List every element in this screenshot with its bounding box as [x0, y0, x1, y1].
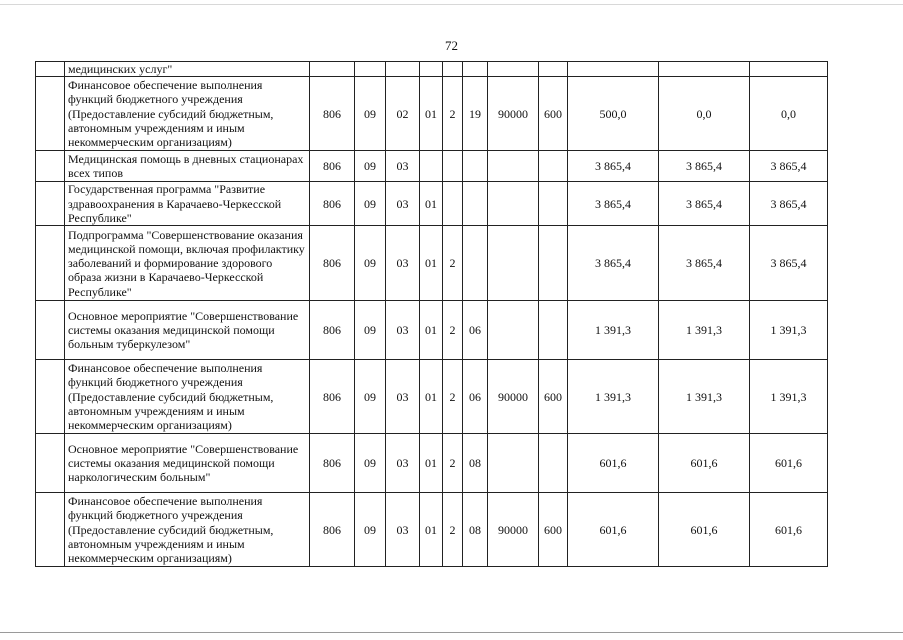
cell-subprogram-code: 2	[443, 493, 463, 567]
budget-table	[35, 61, 828, 567]
cell-event-code	[463, 182, 488, 226]
cell-amount-2: 3 865,4	[659, 182, 750, 226]
cell-section-code: 09	[355, 182, 386, 226]
cell-admin-code: 806	[310, 226, 355, 301]
cell-amount-1: 500,0	[568, 77, 659, 151]
cell-event-code	[463, 226, 488, 301]
row-blank-cell	[36, 151, 65, 182]
row-blank-cell	[36, 182, 65, 226]
cell-amount-2: 601,6	[659, 434, 750, 493]
cell-subprogram-code: 2	[443, 434, 463, 493]
cell-event-code	[463, 62, 488, 77]
cell-amount-1: 3 865,4	[568, 226, 659, 301]
cell-amount-3: 3 865,4	[750, 182, 828, 226]
cell-subsection-code: 03	[386, 226, 420, 301]
cell-admin-code: 806	[310, 301, 355, 360]
cell-amount-1: 3 865,4	[568, 182, 659, 226]
cell-event-code	[463, 151, 488, 182]
cell-amount-2: 601,6	[659, 493, 750, 567]
cell-admin-code: 806	[310, 434, 355, 493]
table-row	[36, 301, 828, 360]
cell-admin-code: 806	[310, 182, 355, 226]
cell-subprogram-code: 2	[443, 77, 463, 151]
cell-expense-type-code	[539, 434, 568, 493]
cell-amount-3	[750, 62, 828, 77]
cell-direction-code: 90000	[488, 360, 539, 434]
cell-amount-2: 1 391,3	[659, 360, 750, 434]
cell-expense-type-code: 600	[539, 360, 568, 434]
cell-expense-type-code	[539, 182, 568, 226]
scan-top-edge	[0, 4, 903, 5]
cell-expense-type-code	[539, 226, 568, 301]
row-blank-cell	[36, 360, 65, 434]
cell-amount-1: 1 391,3	[568, 301, 659, 360]
cell-program-code: 01	[420, 226, 443, 301]
table-row	[36, 360, 828, 434]
row-name-cell: Финансовое обеспечение выполнения функций бюджетного учреждения (Предоставление субсидий бюджетным, автономным учреждениям и иным некоммерческим организациям)	[65, 77, 310, 151]
cell-amount-2: 1 391,3	[659, 301, 750, 360]
cell-section-code: 09	[355, 493, 386, 567]
cell-amount-1	[568, 62, 659, 77]
cell-amount-3: 601,6	[750, 434, 828, 493]
cell-amount-3: 1 391,3	[750, 301, 828, 360]
cell-program-code	[420, 62, 443, 77]
cell-admin-code: 806	[310, 151, 355, 182]
cell-subsection-code: 03	[386, 182, 420, 226]
row-blank-cell	[36, 493, 65, 567]
cell-program-code: 01	[420, 360, 443, 434]
table-row	[36, 493, 828, 567]
cell-amount-2: 0,0	[659, 77, 750, 151]
cell-event-code: 19	[463, 77, 488, 151]
cell-subprogram-code	[443, 62, 463, 77]
cell-section-code: 09	[355, 360, 386, 434]
cell-program-code: 01	[420, 301, 443, 360]
cell-subsection-code: 03	[386, 434, 420, 493]
cell-subprogram-code: 2	[443, 360, 463, 434]
cell-admin-code: 806	[310, 360, 355, 434]
cell-program-code: 01	[420, 434, 443, 493]
table-row	[36, 434, 828, 493]
cell-direction-code	[488, 151, 539, 182]
cell-section-code: 09	[355, 151, 386, 182]
cell-program-code: 01	[420, 77, 443, 151]
cell-section-code: 09	[355, 301, 386, 360]
cell-subsection-code: 03	[386, 151, 420, 182]
cell-expense-type-code	[539, 301, 568, 360]
row-name-cell: Финансовое обеспечение выполнения функций бюджетного учреждения (Предоставление субсидий бюджетным, автономным учреждениям и иным некоммерческим организациям)	[65, 493, 310, 567]
row-name-cell: Медицинская помощь в дневных стационарах всех типов	[65, 151, 310, 182]
cell-subsection-code	[386, 62, 420, 77]
row-name-cell: Государственная программа "Развитие здравоохранения в Карачаево-Черкесской Республике"	[65, 182, 310, 226]
cell-subprogram-code: 2	[443, 301, 463, 360]
scan-bottom-edge	[0, 632, 903, 633]
cell-amount-3: 3 865,4	[750, 151, 828, 182]
cell-expense-type-code	[539, 62, 568, 77]
cell-section-code: 09	[355, 434, 386, 493]
cell-program-code: 01	[420, 182, 443, 226]
table-row	[36, 62, 828, 77]
cell-direction-code: 90000	[488, 493, 539, 567]
cell-amount-1: 1 391,3	[568, 360, 659, 434]
cell-expense-type-code	[539, 151, 568, 182]
table-row	[36, 182, 828, 226]
cell-amount-1: 601,6	[568, 434, 659, 493]
row-blank-cell	[36, 62, 65, 77]
cell-event-code: 06	[463, 301, 488, 360]
cell-expense-type-code: 600	[539, 493, 568, 567]
cell-admin-code: 806	[310, 493, 355, 567]
row-blank-cell	[36, 226, 65, 301]
row-blank-cell	[36, 301, 65, 360]
budget-table-body	[36, 62, 828, 567]
cell-admin-code: 806	[310, 77, 355, 151]
cell-subsection-code: 03	[386, 493, 420, 567]
cell-amount-3: 1 391,3	[750, 360, 828, 434]
cell-program-code: 01	[420, 493, 443, 567]
cell-amount-1: 3 865,4	[568, 151, 659, 182]
row-name-cell: медицинских услуг"	[65, 62, 310, 77]
row-name-cell: Финансовое обеспечение выполнения функций бюджетного учреждения (Предоставление субсидий бюджетным, автономным учреждениям и иным некоммерческим организациям)	[65, 360, 310, 434]
cell-direction-code	[488, 62, 539, 77]
cell-amount-2	[659, 62, 750, 77]
cell-direction-code	[488, 434, 539, 493]
table-row	[36, 151, 828, 182]
cell-admin-code	[310, 62, 355, 77]
cell-subprogram-code	[443, 151, 463, 182]
row-blank-cell	[36, 77, 65, 151]
cell-subprogram-code	[443, 182, 463, 226]
cell-event-code: 08	[463, 434, 488, 493]
table-row	[36, 226, 828, 301]
cell-amount-2: 3 865,4	[659, 226, 750, 301]
cell-amount-3: 3 865,4	[750, 226, 828, 301]
row-name-cell: Основное мероприятие "Совершенствование системы оказания медицинской помощи наркологическим больным"	[65, 434, 310, 493]
cell-event-code: 08	[463, 493, 488, 567]
page-number: 72	[445, 38, 458, 53]
cell-program-code	[420, 151, 443, 182]
cell-amount-3: 0,0	[750, 77, 828, 151]
cell-subprogram-code: 2	[443, 226, 463, 301]
cell-direction-code	[488, 301, 539, 360]
cell-section-code: 09	[355, 226, 386, 301]
row-name-cell: Основное мероприятие "Совершенствование системы оказания медицинской помощи больным туберкулезом"	[65, 301, 310, 360]
cell-amount-2: 3 865,4	[659, 151, 750, 182]
cell-section-code	[355, 62, 386, 77]
cell-subsection-code: 03	[386, 301, 420, 360]
row-blank-cell	[36, 434, 65, 493]
cell-amount-3: 601,6	[750, 493, 828, 567]
cell-event-code: 06	[463, 360, 488, 434]
cell-direction-code	[488, 226, 539, 301]
cell-amount-1: 601,6	[568, 493, 659, 567]
cell-section-code: 09	[355, 77, 386, 151]
cell-subsection-code: 02	[386, 77, 420, 151]
cell-subsection-code: 03	[386, 360, 420, 434]
cell-expense-type-code: 600	[539, 77, 568, 151]
cell-direction-code: 90000	[488, 77, 539, 151]
row-name-cell: Подпрограмма "Совершенствование оказания медицинской помощи, включая профилактику заболеваний и формирование здорового образа жизни в Карачаево-Черкесской Республике"	[65, 226, 310, 301]
table-row	[36, 77, 828, 151]
cell-direction-code	[488, 182, 539, 226]
